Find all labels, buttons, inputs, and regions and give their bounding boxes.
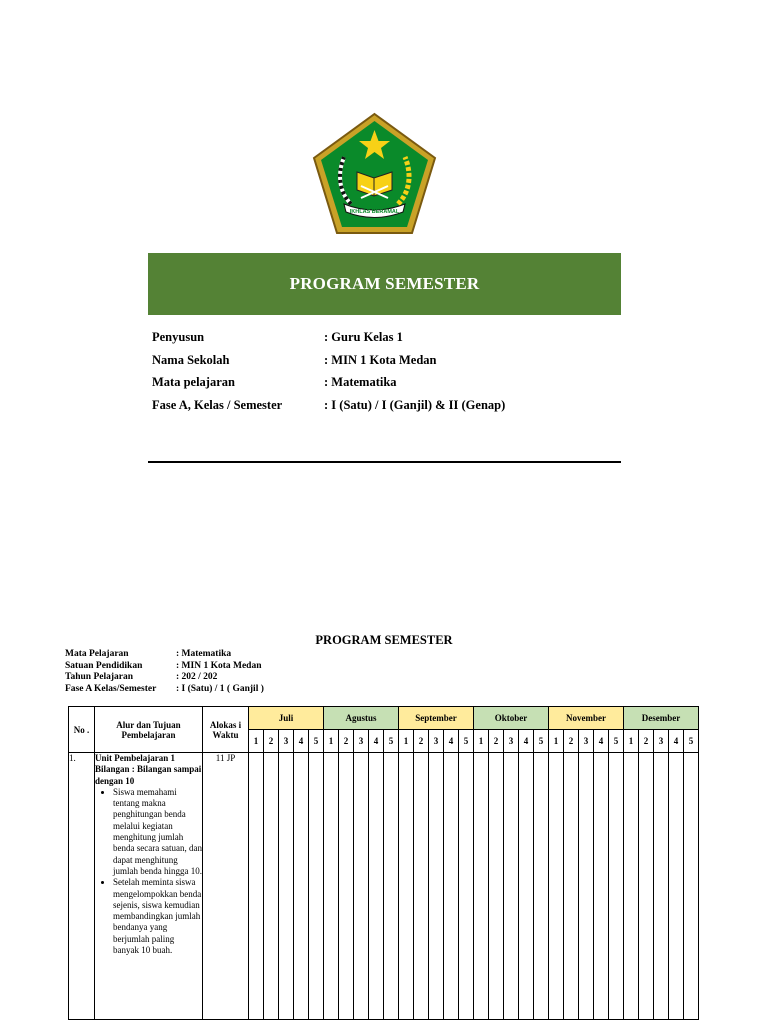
month-header: September bbox=[399, 707, 474, 730]
schedule-table bbox=[68, 706, 699, 1020]
week-cell bbox=[564, 753, 579, 1020]
week-header: 4 bbox=[294, 730, 309, 753]
meta-value: : Matematika bbox=[176, 649, 232, 659]
objective-item: • Siswa memahami tentang makna penghitungan benda melalui kegiatan menghitung jumlah benda secara satuan, dan dapat menghitung jumlah benda hingga 10. bbox=[113, 787, 202, 877]
week-header: 5 bbox=[609, 730, 624, 753]
info-value: : Matematika bbox=[324, 375, 397, 389]
objective-item: • Setelah meminta siswa mengelompokkan benda sejenis, siswa kemudian membandingkan jumlah bendanya yang berjumlah paling banyak 10 buah. bbox=[113, 877, 202, 956]
month-header: Oktober bbox=[474, 707, 549, 730]
cover-banner: PROGRAM SEMESTER bbox=[148, 253, 621, 315]
week-header: 2 bbox=[339, 730, 354, 753]
week-header: 1 bbox=[324, 730, 339, 753]
week-cell bbox=[264, 753, 279, 1020]
week-header: 5 bbox=[534, 730, 549, 753]
week-header: 4 bbox=[519, 730, 534, 753]
week-cell bbox=[294, 753, 309, 1020]
week-header: 5 bbox=[384, 730, 399, 753]
week-cell bbox=[624, 753, 639, 1020]
week-header: 3 bbox=[579, 730, 594, 753]
info-label: Fase A, Kelas / Semester bbox=[152, 397, 283, 412]
week-cell bbox=[519, 753, 534, 1020]
week-header: 3 bbox=[279, 730, 294, 753]
week-cell bbox=[534, 753, 549, 1020]
week-cell bbox=[429, 753, 444, 1020]
week-header: 4 bbox=[669, 730, 684, 753]
meta-label: Mata Pelajaran bbox=[65, 649, 129, 659]
info-value: : Guru Kelas 1 bbox=[324, 330, 403, 344]
week-cell bbox=[369, 753, 384, 1020]
week-cell bbox=[474, 753, 489, 1020]
week-cell bbox=[279, 753, 294, 1020]
week-cell bbox=[354, 753, 369, 1020]
week-header: 3 bbox=[654, 730, 669, 753]
row-number: 1. bbox=[69, 753, 95, 1020]
info-label: Nama Sekolah bbox=[152, 352, 230, 367]
month-header: November bbox=[549, 707, 624, 730]
unit-title: Unit Pembelajaran 1 Bilangan : Bilangan sampai dengan 10 bbox=[95, 753, 202, 786]
meta-value: : 202 / 202 bbox=[176, 672, 218, 682]
week-header: 2 bbox=[414, 730, 429, 753]
week-header: 2 bbox=[639, 730, 654, 753]
info-value: : I (Satu) / I (Ganjil) & II (Genap) bbox=[324, 397, 506, 412]
week-cell bbox=[654, 753, 669, 1020]
week-cell bbox=[669, 753, 684, 1020]
week-header: 4 bbox=[444, 730, 459, 753]
week-header: 2 bbox=[489, 730, 504, 753]
objective-list bbox=[95, 787, 202, 956]
logo-ribbon-text: IKHLAS BERAMAL bbox=[349, 209, 400, 215]
week-cell bbox=[504, 753, 519, 1020]
week-cell bbox=[594, 753, 609, 1020]
month-header: Juli bbox=[249, 707, 324, 730]
week-cell bbox=[414, 753, 429, 1020]
week-header: 4 bbox=[594, 730, 609, 753]
week-header: 5 bbox=[684, 730, 699, 753]
header-alokasi: Alokas i Waktu bbox=[203, 707, 249, 753]
week-header: 2 bbox=[564, 730, 579, 753]
alur-cell bbox=[95, 753, 203, 1020]
info-label: Penyusun bbox=[152, 330, 205, 344]
week-cell bbox=[489, 753, 504, 1020]
meta-label: Fase A Kelas/Semester bbox=[65, 683, 157, 694]
week-cell bbox=[459, 753, 474, 1020]
month-header: Agustus bbox=[324, 707, 399, 730]
table-row bbox=[69, 753, 699, 1020]
week-cell bbox=[339, 753, 354, 1020]
meta-value: : MIN 1 Kota Medan bbox=[176, 660, 262, 671]
week-header: 1 bbox=[549, 730, 564, 753]
week-header: 1 bbox=[399, 730, 414, 753]
week-header: 5 bbox=[459, 730, 474, 753]
week-cell bbox=[444, 753, 459, 1020]
week-header: 3 bbox=[354, 730, 369, 753]
week-cell bbox=[549, 753, 564, 1020]
meta-value: : I (Satu) / 1 ( Ganjil ) bbox=[176, 683, 264, 694]
week-cell bbox=[399, 753, 414, 1020]
section-title: PROGRAM SEMESTER bbox=[315, 633, 453, 647]
month-header: Desember bbox=[624, 707, 699, 730]
week-header: 4 bbox=[369, 730, 384, 753]
week-header: 3 bbox=[504, 730, 519, 753]
divider-line bbox=[148, 461, 621, 463]
week-header: 1 bbox=[474, 730, 489, 753]
week-cell bbox=[684, 753, 699, 1020]
header-alur: Alur dan Tujuan Pembelajaran bbox=[95, 707, 203, 753]
week-header: 1 bbox=[249, 730, 264, 753]
info-label: Mata pelajaran bbox=[152, 375, 235, 389]
week-header: 2 bbox=[264, 730, 279, 753]
week-header: 1 bbox=[624, 730, 639, 753]
week-header: 3 bbox=[429, 730, 444, 753]
week-cell bbox=[639, 753, 654, 1020]
week-cell bbox=[249, 753, 264, 1020]
info-value: : MIN 1 Kota Medan bbox=[324, 352, 437, 367]
week-cell bbox=[579, 753, 594, 1020]
week-cell bbox=[309, 753, 324, 1020]
meta-label: Satuan Pendidikan bbox=[65, 660, 143, 671]
week-cell bbox=[609, 753, 624, 1020]
week-cell bbox=[384, 753, 399, 1020]
kemenag-logo bbox=[311, 112, 438, 236]
meta-label: Tahun Pelajaran bbox=[65, 672, 134, 682]
week-header: 5 bbox=[309, 730, 324, 753]
week-cell bbox=[324, 753, 339, 1020]
alokasi-cell: 11 JP bbox=[203, 753, 249, 1020]
header-no: No . bbox=[69, 707, 95, 753]
